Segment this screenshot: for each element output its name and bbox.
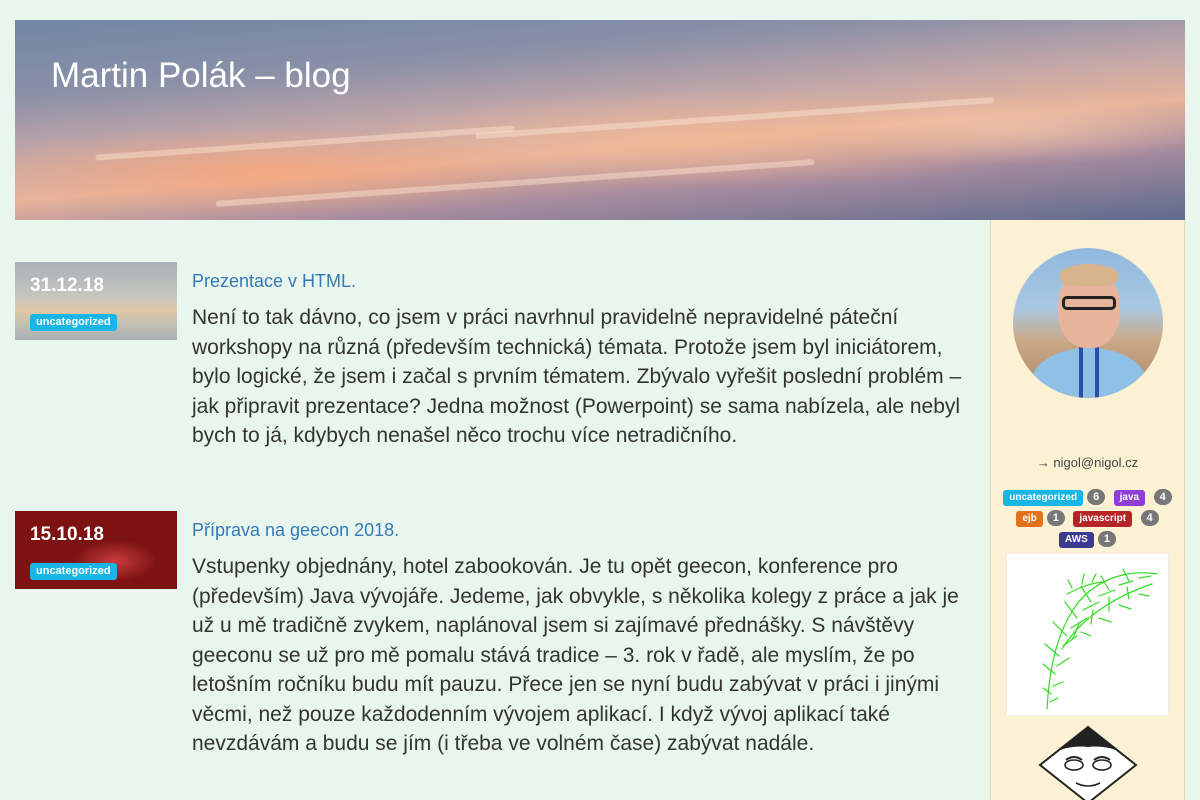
mascot-illustration xyxy=(1036,725,1141,800)
post-list xyxy=(15,220,990,800)
tag-cloud xyxy=(999,485,1176,548)
sidebar xyxy=(990,220,1185,800)
tag-java[interactable]: java xyxy=(1114,490,1145,506)
tag-count: 1 xyxy=(1047,510,1065,526)
post-date: 15.10.18 xyxy=(30,524,104,545)
tag-ejb[interactable]: ejb xyxy=(1016,511,1042,527)
tag-javascript[interactable]: javascript xyxy=(1073,511,1132,527)
cloud-streak xyxy=(475,97,994,139)
tag-uncategorized[interactable]: uncategorized xyxy=(1003,490,1083,506)
avatar-hair xyxy=(1060,264,1118,286)
post-title-link[interactable]: Prezentace v HTML. xyxy=(192,271,357,291)
tag-aws[interactable]: AWS xyxy=(1059,532,1094,548)
tag-count: 4 xyxy=(1154,489,1172,505)
cloud-streak xyxy=(95,125,514,160)
header-banner xyxy=(15,20,1185,220)
post-category-badge[interactable]: uncategorized xyxy=(30,563,117,580)
post-category-badge[interactable]: uncategorized xyxy=(30,314,117,331)
post-date: 31.12.18 xyxy=(30,275,104,296)
tag-count: 1 xyxy=(1098,531,1116,547)
avatar-glasses xyxy=(1062,296,1116,310)
avatar-lanyard xyxy=(1079,346,1099,398)
post-title-link[interactable]: Příprava na geecon 2018. xyxy=(192,520,400,540)
avatar xyxy=(1013,248,1163,398)
site-title[interactable]: Martin Polák – blog xyxy=(51,56,351,95)
email-address[interactable]: → nigol@nigol.cz xyxy=(1036,455,1139,470)
post-excerpt: Vstupenky objednány, hotel zabookován. Je tu opět geecon, konference pro (především) Java vývojáře. Jedeme, jak obvykle, s několika kolegy z práce a jak je už u mě tradičně zvykem, naplánoval jsem si zajímavé přednášky. S návštěvy geeconu se už pro mě pomalu stává tradice – 3. rok v řadě, ale myslím, že po letošním ročníku budu mít pauzu. Přece jen se nyní budu zabývat v práci i jinými věcmi, než pouze každodenním vývojem aplikací. I když vývoj aplikací také nevzdávám a budu se jím (i třeba ve volném čase) zabývat nadále. xyxy=(192,555,959,755)
post-thumbnail[interactable] xyxy=(15,511,177,589)
email-line[interactable] xyxy=(991,455,1184,470)
tag-count: 6 xyxy=(1087,489,1105,505)
fern-fractal-image xyxy=(1006,553,1169,716)
tag-count: 4 xyxy=(1141,510,1159,526)
cloud-streak xyxy=(216,159,815,207)
post-excerpt: Není to tak dávno, co jsem v práci navrhnul pravidelně nepravidelné páteční workshopy na různá (především technická) témata. Protože jsem byl iniciátorem, bylo logické, že jsem i začal s prvním tématem. Zbývalo vyřešit poslední problém – jak připravit prezentace? Jedna možnost (Powerpoint) se sama nabízela, ale nebyl bych to já, kdybych nenašel něco trochu více netradičního. xyxy=(192,306,962,447)
post-thumbnail[interactable] xyxy=(15,262,177,340)
